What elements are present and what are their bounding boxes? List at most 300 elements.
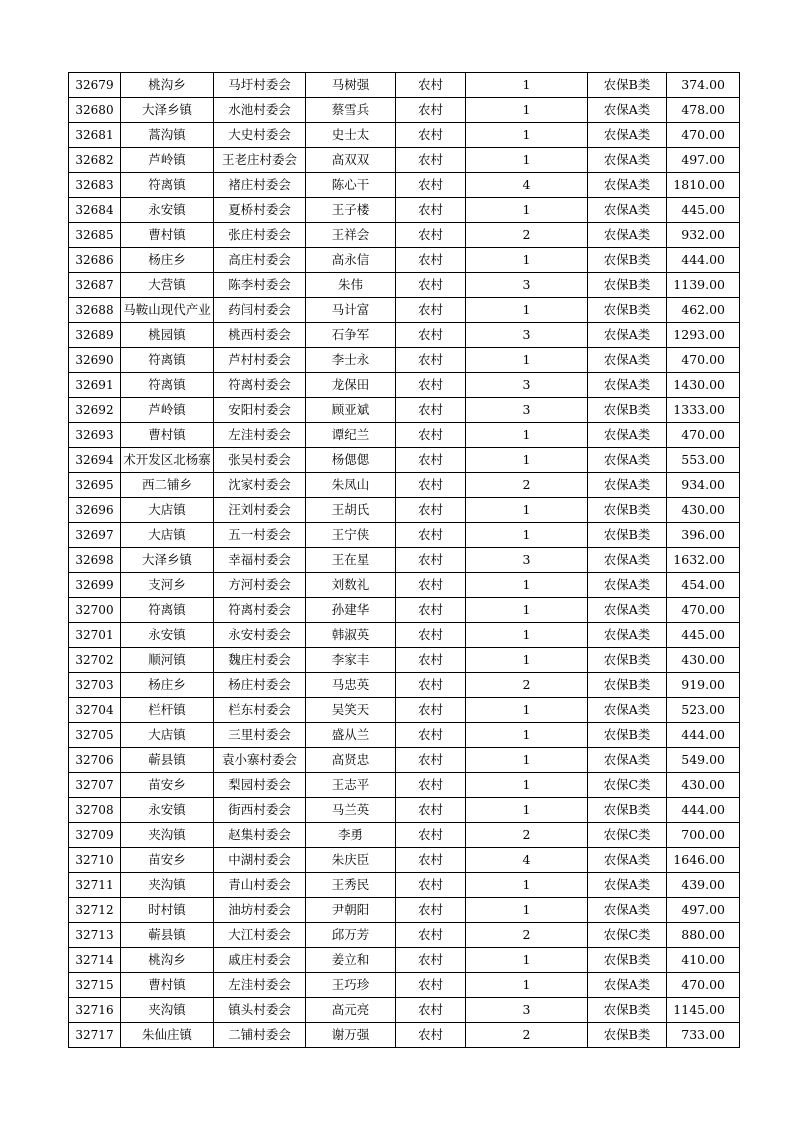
table-row [69,873,740,898]
name-cell: 朱庆臣 [306,848,396,873]
area-cell: 农村 [396,998,466,1023]
amount-cell: 470.00 [667,973,740,998]
area-cell: 农村 [396,848,466,873]
name-cell: 王志平 [306,773,396,798]
table-row [69,573,740,598]
table-row [69,723,740,748]
table-row [69,623,740,648]
area-cell: 农村 [396,1023,466,1048]
category-cell: 农保B类 [588,298,667,323]
category-cell: 农保A类 [588,623,667,648]
town-cell: 大店镇 [121,723,214,748]
id-cell: 32716 [69,998,121,1023]
table-row [69,498,740,523]
name-cell: 朱伟 [306,273,396,298]
village-cell: 梨园村委会 [214,773,306,798]
area-cell: 农村 [396,123,466,148]
amount-cell: 478.00 [667,98,740,123]
id-cell: 32694 [69,448,121,473]
name-cell: 韩淑英 [306,623,396,648]
name-cell: 王子楼 [306,198,396,223]
name-cell: 谭纪兰 [306,423,396,448]
village-cell: 夏桥村委会 [214,198,306,223]
category-cell: 农保A类 [588,373,667,398]
village-cell: 二铺村委会 [214,1023,306,1048]
name-cell: 马树强 [306,73,396,98]
table-row [69,473,740,498]
village-cell: 方河村委会 [214,573,306,598]
village-cell: 油坊村委会 [214,898,306,923]
town-cell: 桃园镇 [121,323,214,348]
id-cell: 32685 [69,223,121,248]
village-cell: 桃西村委会 [214,323,306,348]
village-cell: 大史村委会 [214,123,306,148]
table-row [69,848,740,873]
village-cell: 符离村委会 [214,598,306,623]
category-cell: 农保A类 [588,548,667,573]
village-cell: 中湖村委会 [214,848,306,873]
id-cell: 32712 [69,898,121,923]
area-cell: 农村 [396,923,466,948]
amount-cell: 934.00 [667,473,740,498]
category-cell: 农保A类 [588,873,667,898]
area-cell: 农村 [396,873,466,898]
table-row [69,98,740,123]
town-cell: 支河乡 [121,573,214,598]
count-cell: 2 [466,823,588,848]
table-row [69,423,740,448]
town-cell: 符离镇 [121,348,214,373]
category-cell: 农保B类 [588,673,667,698]
amount-cell: 1333.00 [667,398,740,423]
area-cell: 农村 [396,173,466,198]
village-cell: 三里村委会 [214,723,306,748]
count-cell: 1 [466,648,588,673]
area-cell: 农村 [396,373,466,398]
town-cell: 符离镇 [121,173,214,198]
table-row [69,73,740,98]
count-cell: 3 [466,548,588,573]
village-cell: 街西村委会 [214,798,306,823]
table-row [69,598,740,623]
amount-cell: 497.00 [667,148,740,173]
category-cell: 农保A类 [588,573,667,598]
table-row [69,448,740,473]
village-cell: 左洼村委会 [214,423,306,448]
category-cell: 农保B类 [588,648,667,673]
id-cell: 32703 [69,673,121,698]
town-cell: 永安镇 [121,798,214,823]
name-cell: 高永信 [306,248,396,273]
count-cell: 1 [466,773,588,798]
table-row [69,173,740,198]
town-cell: 夹沟镇 [121,823,214,848]
amount-cell: 549.00 [667,748,740,773]
id-cell: 32700 [69,598,121,623]
table-row [69,548,740,573]
table-row [69,148,740,173]
village-cell: 戚庄村委会 [214,948,306,973]
village-cell: 陈李村委会 [214,273,306,298]
name-cell: 陈心干 [306,173,396,198]
area-cell: 农村 [396,73,466,98]
category-cell: 农保B类 [588,73,667,98]
town-cell: 蕲县镇 [121,748,214,773]
count-cell: 3 [466,273,588,298]
name-cell: 王祥会 [306,223,396,248]
table-row [69,648,740,673]
category-cell: 农保A类 [588,223,667,248]
village-cell: 安阳村委会 [214,398,306,423]
village-cell: 幸福村委会 [214,548,306,573]
id-cell: 32695 [69,473,121,498]
amount-cell: 497.00 [667,898,740,923]
town-cell: 大营镇 [121,273,214,298]
count-cell: 1 [466,598,588,623]
count-cell: 2 [466,673,588,698]
id-cell: 32692 [69,398,121,423]
name-cell: 朱凤山 [306,473,396,498]
amount-cell: 932.00 [667,223,740,248]
village-cell: 王老庄村委会 [214,148,306,173]
name-cell: 高元亮 [306,998,396,1023]
id-cell: 32689 [69,323,121,348]
village-cell: 沈家村委会 [214,473,306,498]
town-cell: 朱仙庄镇 [121,1023,214,1048]
area-cell: 农村 [396,248,466,273]
table-row [69,973,740,998]
town-cell: 苗安乡 [121,848,214,873]
area-cell: 农村 [396,623,466,648]
amount-cell: 470.00 [667,598,740,623]
table-row [69,798,740,823]
id-cell: 32686 [69,248,121,273]
table-row [69,948,740,973]
category-cell: 农保C类 [588,823,667,848]
amount-cell: 1145.00 [667,998,740,1023]
count-cell: 2 [466,223,588,248]
name-cell: 王巧珍 [306,973,396,998]
name-cell: 姜立和 [306,948,396,973]
area-cell: 农村 [396,723,466,748]
count-cell: 1 [466,973,588,998]
area-cell: 农村 [396,798,466,823]
amount-cell: 470.00 [667,348,740,373]
id-cell: 32691 [69,373,121,398]
village-cell: 青山村委会 [214,873,306,898]
area-cell: 农村 [396,898,466,923]
category-cell: 农保B类 [588,948,667,973]
table-row [69,1023,740,1048]
town-cell: 大泽乡镇 [121,98,214,123]
count-cell: 3 [466,998,588,1023]
category-cell: 农保B类 [588,398,667,423]
id-cell: 32690 [69,348,121,373]
count-cell: 1 [466,948,588,973]
amount-cell: 523.00 [667,698,740,723]
amount-cell: 430.00 [667,498,740,523]
amount-cell: 919.00 [667,673,740,698]
count-cell: 1 [466,198,588,223]
id-cell: 32687 [69,273,121,298]
table-row [69,998,740,1023]
id-cell: 32696 [69,498,121,523]
id-cell: 32705 [69,723,121,748]
name-cell: 顾亚斌 [306,398,396,423]
town-cell: 杨庄乡 [121,248,214,273]
amount-cell: 1810.00 [667,173,740,198]
amount-cell: 445.00 [667,198,740,223]
town-cell: 芦岭镇 [121,148,214,173]
amount-cell: 410.00 [667,948,740,973]
village-cell: 镇头村委会 [214,998,306,1023]
category-cell: 农保A类 [588,98,667,123]
town-cell: 曹村镇 [121,223,214,248]
town-cell: 时村镇 [121,898,214,923]
name-cell: 马忠英 [306,673,396,698]
area-cell: 农村 [396,948,466,973]
area-cell: 农村 [396,223,466,248]
name-cell: 马兰英 [306,798,396,823]
amount-cell: 439.00 [667,873,740,898]
category-cell: 农保A类 [588,698,667,723]
id-cell: 32713 [69,923,121,948]
category-cell: 农保C类 [588,773,667,798]
town-cell: 苗安乡 [121,773,214,798]
count-cell: 1 [466,523,588,548]
table-row [69,923,740,948]
category-cell: 农保A类 [588,598,667,623]
id-cell: 32717 [69,1023,121,1048]
area-cell: 农村 [396,698,466,723]
count-cell: 3 [466,373,588,398]
town-cell: 蕲县镇 [121,923,214,948]
id-cell: 32706 [69,748,121,773]
id-cell: 32683 [69,173,121,198]
category-cell: 农保B类 [588,248,667,273]
category-cell: 农保B类 [588,798,667,823]
area-cell: 农村 [396,98,466,123]
id-cell: 32701 [69,623,121,648]
area-cell: 农村 [396,348,466,373]
town-cell: 曹村镇 [121,423,214,448]
area-cell: 农村 [396,573,466,598]
name-cell: 孙建华 [306,598,396,623]
name-cell: 王秀民 [306,873,396,898]
count-cell: 1 [466,248,588,273]
count-cell: 4 [466,173,588,198]
town-cell: 符离镇 [121,598,214,623]
count-cell: 4 [466,848,588,873]
town-cell: 桃沟乡 [121,73,214,98]
table-row [69,823,740,848]
name-cell: 邱万芳 [306,923,396,948]
town-cell: 蒿沟镇 [121,123,214,148]
town-cell: 曹村镇 [121,973,214,998]
table-row [69,673,740,698]
amount-cell: 1632.00 [667,548,740,573]
count-cell: 1 [466,748,588,773]
area-cell: 农村 [396,148,466,173]
amount-cell: 445.00 [667,623,740,648]
name-cell: 李勇 [306,823,396,848]
records-table [68,72,740,1048]
category-cell: 农保A类 [588,173,667,198]
category-cell: 农保B类 [588,498,667,523]
area-cell: 农村 [396,273,466,298]
count-cell: 1 [466,148,588,173]
id-cell: 32681 [69,123,121,148]
id-cell: 32709 [69,823,121,848]
amount-cell: 1293.00 [667,323,740,348]
category-cell: 农保A类 [588,423,667,448]
name-cell: 李家丰 [306,648,396,673]
table-row [69,523,740,548]
category-cell: 农保A类 [588,123,667,148]
village-cell: 张吴村委会 [214,448,306,473]
name-cell: 李士永 [306,348,396,373]
area-cell: 农村 [396,323,466,348]
town-cell: 马鞍山现代产业 [121,298,214,323]
id-cell: 32682 [69,148,121,173]
amount-cell: 454.00 [667,573,740,598]
amount-cell: 553.00 [667,448,740,473]
village-cell: 魏庄村委会 [214,648,306,673]
town-cell: 芦岭镇 [121,398,214,423]
name-cell: 蔡雪兵 [306,98,396,123]
category-cell: 农保A类 [588,323,667,348]
category-cell: 农保B类 [588,998,667,1023]
area-cell: 农村 [396,198,466,223]
category-cell: 农保A类 [588,748,667,773]
village-cell: 汪刘村委会 [214,498,306,523]
town-cell: 大店镇 [121,498,214,523]
area-cell: 农村 [396,523,466,548]
category-cell: 农保B类 [588,523,667,548]
town-cell: 大泽乡镇 [121,548,214,573]
town-cell: 夹沟镇 [121,873,214,898]
count-cell: 3 [466,398,588,423]
area-cell: 农村 [396,423,466,448]
name-cell: 杨偲偲 [306,448,396,473]
id-cell: 32714 [69,948,121,973]
name-cell: 谢万强 [306,1023,396,1048]
town-cell: 杨庄乡 [121,673,214,698]
table-row [69,123,740,148]
id-cell: 32707 [69,773,121,798]
category-cell: 农保B类 [588,723,667,748]
village-cell: 大江村委会 [214,923,306,948]
village-cell: 永安村委会 [214,623,306,648]
town-cell: 顺河镇 [121,648,214,673]
village-cell: 褚庄村委会 [214,173,306,198]
town-cell: 桃沟乡 [121,948,214,973]
category-cell: 农保A类 [588,473,667,498]
name-cell: 高双双 [306,148,396,173]
town-cell: 术开发区北杨寨 [121,448,214,473]
name-cell: 吴笑天 [306,698,396,723]
id-cell: 32710 [69,848,121,873]
id-cell: 32715 [69,973,121,998]
id-cell: 32684 [69,198,121,223]
category-cell: 农保B类 [588,1023,667,1048]
village-cell: 芦村村委会 [214,348,306,373]
count-cell: 1 [466,573,588,598]
id-cell: 32699 [69,573,121,598]
village-cell: 高庄村委会 [214,248,306,273]
village-cell: 药闫村委会 [214,298,306,323]
amount-cell: 396.00 [667,523,740,548]
name-cell: 王在星 [306,548,396,573]
id-cell: 32708 [69,798,121,823]
amount-cell: 462.00 [667,298,740,323]
table-row [69,398,740,423]
id-cell: 32679 [69,73,121,98]
area-cell: 农村 [396,473,466,498]
id-cell: 32702 [69,648,121,673]
name-cell: 尹朝阳 [306,898,396,923]
amount-cell: 374.00 [667,73,740,98]
village-cell: 符离村委会 [214,373,306,398]
area-cell: 农村 [396,823,466,848]
name-cell: 高贤忠 [306,748,396,773]
table-row [69,223,740,248]
table-row [69,373,740,398]
category-cell: 农保A类 [588,848,667,873]
count-cell: 2 [466,923,588,948]
category-cell: 农保B类 [588,273,667,298]
table-row [69,348,740,373]
amount-cell: 470.00 [667,423,740,448]
amount-cell: 1646.00 [667,848,740,873]
village-cell: 赵集村委会 [214,823,306,848]
count-cell: 1 [466,798,588,823]
id-cell: 32688 [69,298,121,323]
category-cell: 农保A类 [588,198,667,223]
area-cell: 农村 [396,748,466,773]
village-cell: 左洼村委会 [214,973,306,998]
count-cell: 1 [466,623,588,648]
name-cell: 刘数礼 [306,573,396,598]
amount-cell: 700.00 [667,823,740,848]
count-cell: 1 [466,723,588,748]
village-cell: 马圩村委会 [214,73,306,98]
area-cell: 农村 [396,648,466,673]
town-cell: 栏杆镇 [121,698,214,723]
name-cell: 马计富 [306,298,396,323]
area-cell: 农村 [396,498,466,523]
area-cell: 农村 [396,548,466,573]
amount-cell: 444.00 [667,723,740,748]
amount-cell: 444.00 [667,248,740,273]
village-cell: 杨庄村委会 [214,673,306,698]
table-row [69,323,740,348]
area-cell: 农村 [396,398,466,423]
amount-cell: 470.00 [667,123,740,148]
count-cell: 2 [466,1023,588,1048]
name-cell: 史士太 [306,123,396,148]
count-cell: 1 [466,423,588,448]
table-row [69,748,740,773]
name-cell: 龙保田 [306,373,396,398]
town-cell: 夹沟镇 [121,998,214,1023]
table-row [69,298,740,323]
village-cell: 水池村委会 [214,98,306,123]
town-cell: 永安镇 [121,198,214,223]
town-cell: 大店镇 [121,523,214,548]
table-row [69,248,740,273]
area-cell: 农村 [396,448,466,473]
